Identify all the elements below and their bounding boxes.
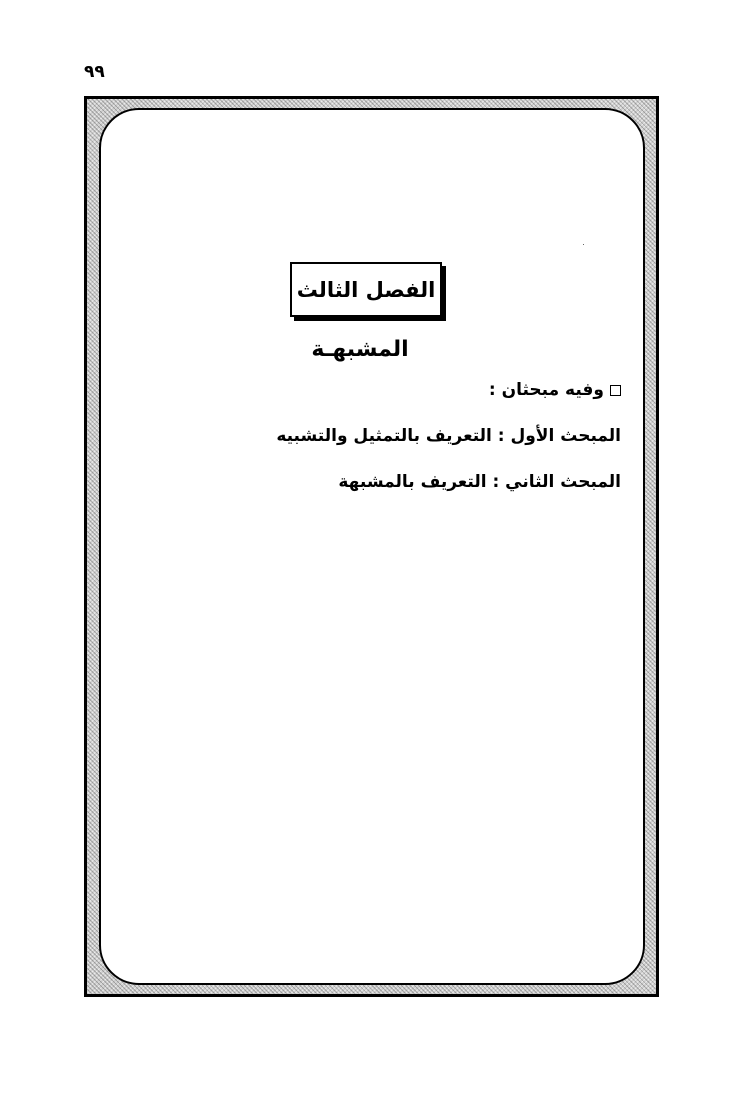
page-border-frame (84, 96, 659, 997)
scan-speck (583, 244, 584, 245)
section-item-1: المبحث الأول : التعريف بالتمثيل والتشبيه (276, 426, 621, 446)
chapter-subtitle: المشبهـة (311, 337, 409, 362)
chapter-title: الفصل الثالث (296, 277, 436, 302)
section-list (201, 378, 621, 516)
square-bullet-icon (610, 385, 621, 396)
section-item-2: المبحث الثاني : التعريف بالمشبهة (338, 472, 621, 492)
intro-line (201, 378, 621, 402)
rounded-content-panel (99, 108, 645, 985)
page-number: ٩٩ (84, 62, 105, 82)
intro-text: وفيه مبحثان : (488, 380, 604, 400)
chapter-title-box (290, 262, 442, 317)
